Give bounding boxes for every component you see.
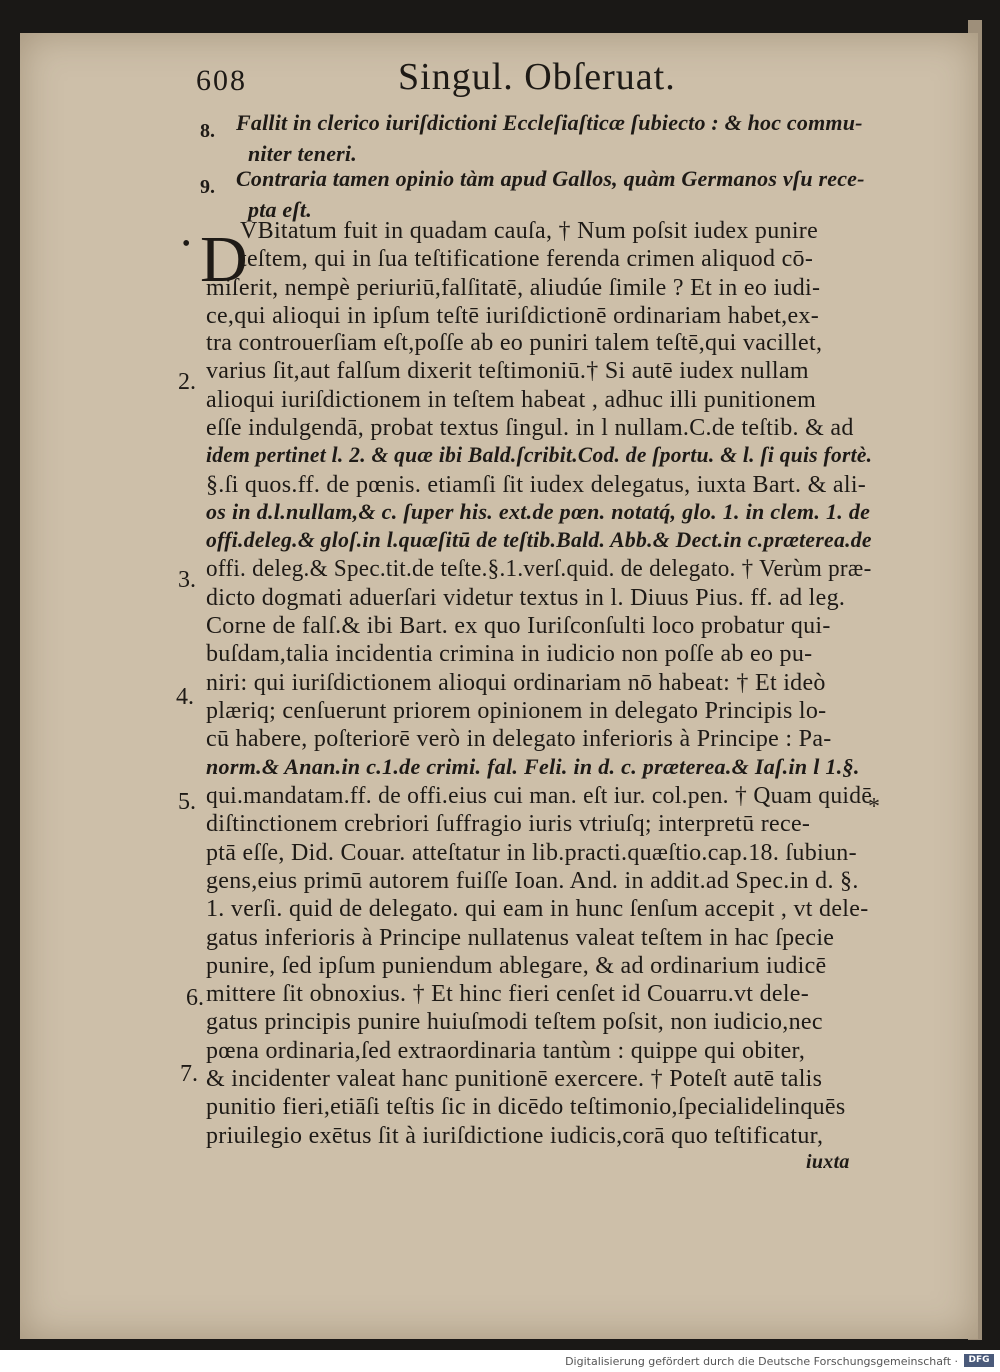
text-line: norm.& Anan.in c.1.de crimi. fal. Feli. in d. c. præterea.& Iaſ.in l 1.§.: [206, 754, 860, 779]
text-line: §.ſi quos.ff. de pœnis. etiamſi ſit iudex delegatus, iuxta Bart. & ali-: [206, 472, 867, 498]
text-line: teſtem, qui in ſua teſtificatione ferenda crimen aliquod cō-: [240, 246, 814, 272]
dfg-credit: Digitalisierung gefördert durch die Deutsche Forschungsgemeinschaft ·: [565, 1355, 958, 1368]
dfg-logo-icon: DFG: [964, 1354, 994, 1367]
summary-line: pta eſt.: [248, 197, 312, 222]
summary-line: Fallit in clerico iuriſdictioni Eccleſiaſticæ ſubiecto : & hoc commu-: [236, 110, 863, 135]
text-line: punire, ſed ipſum puniendum ablegare, & ad ordinarium iudicē: [206, 953, 827, 979]
text-line: ptā eſſe, Did. Couar. atteſtatur in lib.practi.quæſtio.cap.18. ſubiun-: [206, 840, 857, 866]
margin-number: 4.: [176, 684, 194, 710]
summary-mark-9: 9.: [200, 176, 215, 198]
text-line: qui.mandatam.ff. de offi.eius cui man. eſt iur. col.pen. † Quam quidē: [206, 783, 873, 809]
text-line: varius ſit,aut falſum dixerit teſtimoniū.† Si autē iudex nullam: [206, 358, 809, 384]
summary-line: Contraria tamen opinio tàm apud Gallos, quàm Germanos vſu rece-: [236, 166, 865, 191]
text-line: priuilegio exētus ſit à iuriſdictione iudicis,corā quo teſtificatur,: [206, 1123, 824, 1149]
text-line: mittere ſit obnoxius. † Et hinc fieri cenſet id Couarru.vt dele-: [206, 981, 810, 1007]
text-line: gatus principis punire huiuſmodi teſtem poſsit, non iudicio,nec: [206, 1009, 823, 1035]
text-line: plæriq; cenſuerunt priorem opinionem in delegato Principis lo-: [206, 698, 827, 724]
margin-number: 3.: [178, 567, 196, 593]
text-line: alioqui iuriſdictionem in teſtem habeat , adhuc illi punitionem: [206, 387, 817, 413]
text-line: pœna ordinaria,ſed extraordinaria tantùm : quippe qui obiter,: [206, 1038, 806, 1064]
text-line: VBitatum fuit in quadam cauſa, † Num poſsit iudex punire: [240, 218, 819, 244]
text-line: & incidenter valeat hanc punitionē exercere. † Poteſt autē talis: [206, 1066, 823, 1092]
text-line: diſtinctionem crebriori ſuffragio iuris vtriuſq; interpretū rece-: [206, 811, 811, 837]
margin-number: 2.: [178, 369, 196, 395]
text-line: punitio fieri,etiāſi teſtis ſic in dicēdo teſtimonio,ſpecialidelinquēs: [206, 1094, 846, 1120]
margin-number: •: [182, 231, 191, 257]
text-line: 1. verſi. quid de delegato. qui eam in hunc ſenſum accepit , vt dele-: [206, 896, 869, 922]
text-line: os in d.l.nullam,& c. ſuper his. ext.de pœn. notatq́, glo. 1. in clem. 1. de: [206, 499, 871, 524]
text-line: gatus inferioris à Principe nullatenus valeat teſtem in hac ſpecie: [206, 925, 835, 951]
text-line: cū habere, poſteriorē verò in delegato inferioris à Principe : Pa-: [206, 726, 832, 752]
text-line: dicto dogmati aduerſari videtur textus in l. Diuus Pius. ff. ad leg.: [206, 585, 846, 611]
text-line: offi. deleg.& Spec.tit.de teſte.§.1.verſ.quid. de delegato. † Verùm præ-: [206, 556, 872, 582]
summary-line: niter teneri.: [248, 141, 357, 166]
text-line: eſſe indulgendā, probat textus ſingul. in l nullam.C.de teſtib. & ad: [206, 415, 854, 441]
text-line: niri: qui iuriſdictionem alioqui ordinariam nō habeat: † Et ideò: [206, 670, 826, 696]
running-title: Singul. Obſeruat.: [398, 56, 676, 98]
catchword: iuxta: [806, 1151, 850, 1173]
text-line: buſdam,talia incidentia crimina in iudicio non poſſe ab eo pu-: [206, 641, 813, 667]
text-line: offi.deleg.& gloſ.in l.quæſitū de teſtib.Bald. Abb.& Dect.in c.præterea.de: [206, 527, 872, 552]
margin-number: 5.: [178, 789, 196, 815]
summary-mark-8: 8.: [200, 120, 215, 142]
margin-number: 6.: [186, 985, 204, 1011]
drop-cap: D: [200, 223, 248, 296]
page-number: 608: [196, 64, 247, 97]
side-asterisk: *: [868, 794, 880, 820]
margin-number: 7.: [180, 1061, 198, 1087]
text-line: ce,qui alioqui in ipſum teſtē iuriſdictionē ordinariam habet,ex-: [206, 303, 820, 329]
text-line: tra controuerſiam eſt,poſſe ab eo puniri talem teſtē,qui vacillet,: [206, 330, 823, 356]
text-line: idem pertinet l. 2. & quæ ibi Bald.ſcribit.Cod. de ſportu. & l. ſi quis fortè.: [206, 442, 873, 467]
text-line: miſerit, nempè periuriū,falſitatē, aliudúe ſimile ? Et in eo iudi-: [206, 275, 821, 301]
text-line: gens,eius primū autorem fuiſſe Ioan. And. in addit.ad Spec.in d. §.: [206, 868, 859, 894]
text-line: Corne de falſ.& ibi Bart. ex quo Iuriſconſulti loco probatur qui-: [206, 613, 831, 639]
